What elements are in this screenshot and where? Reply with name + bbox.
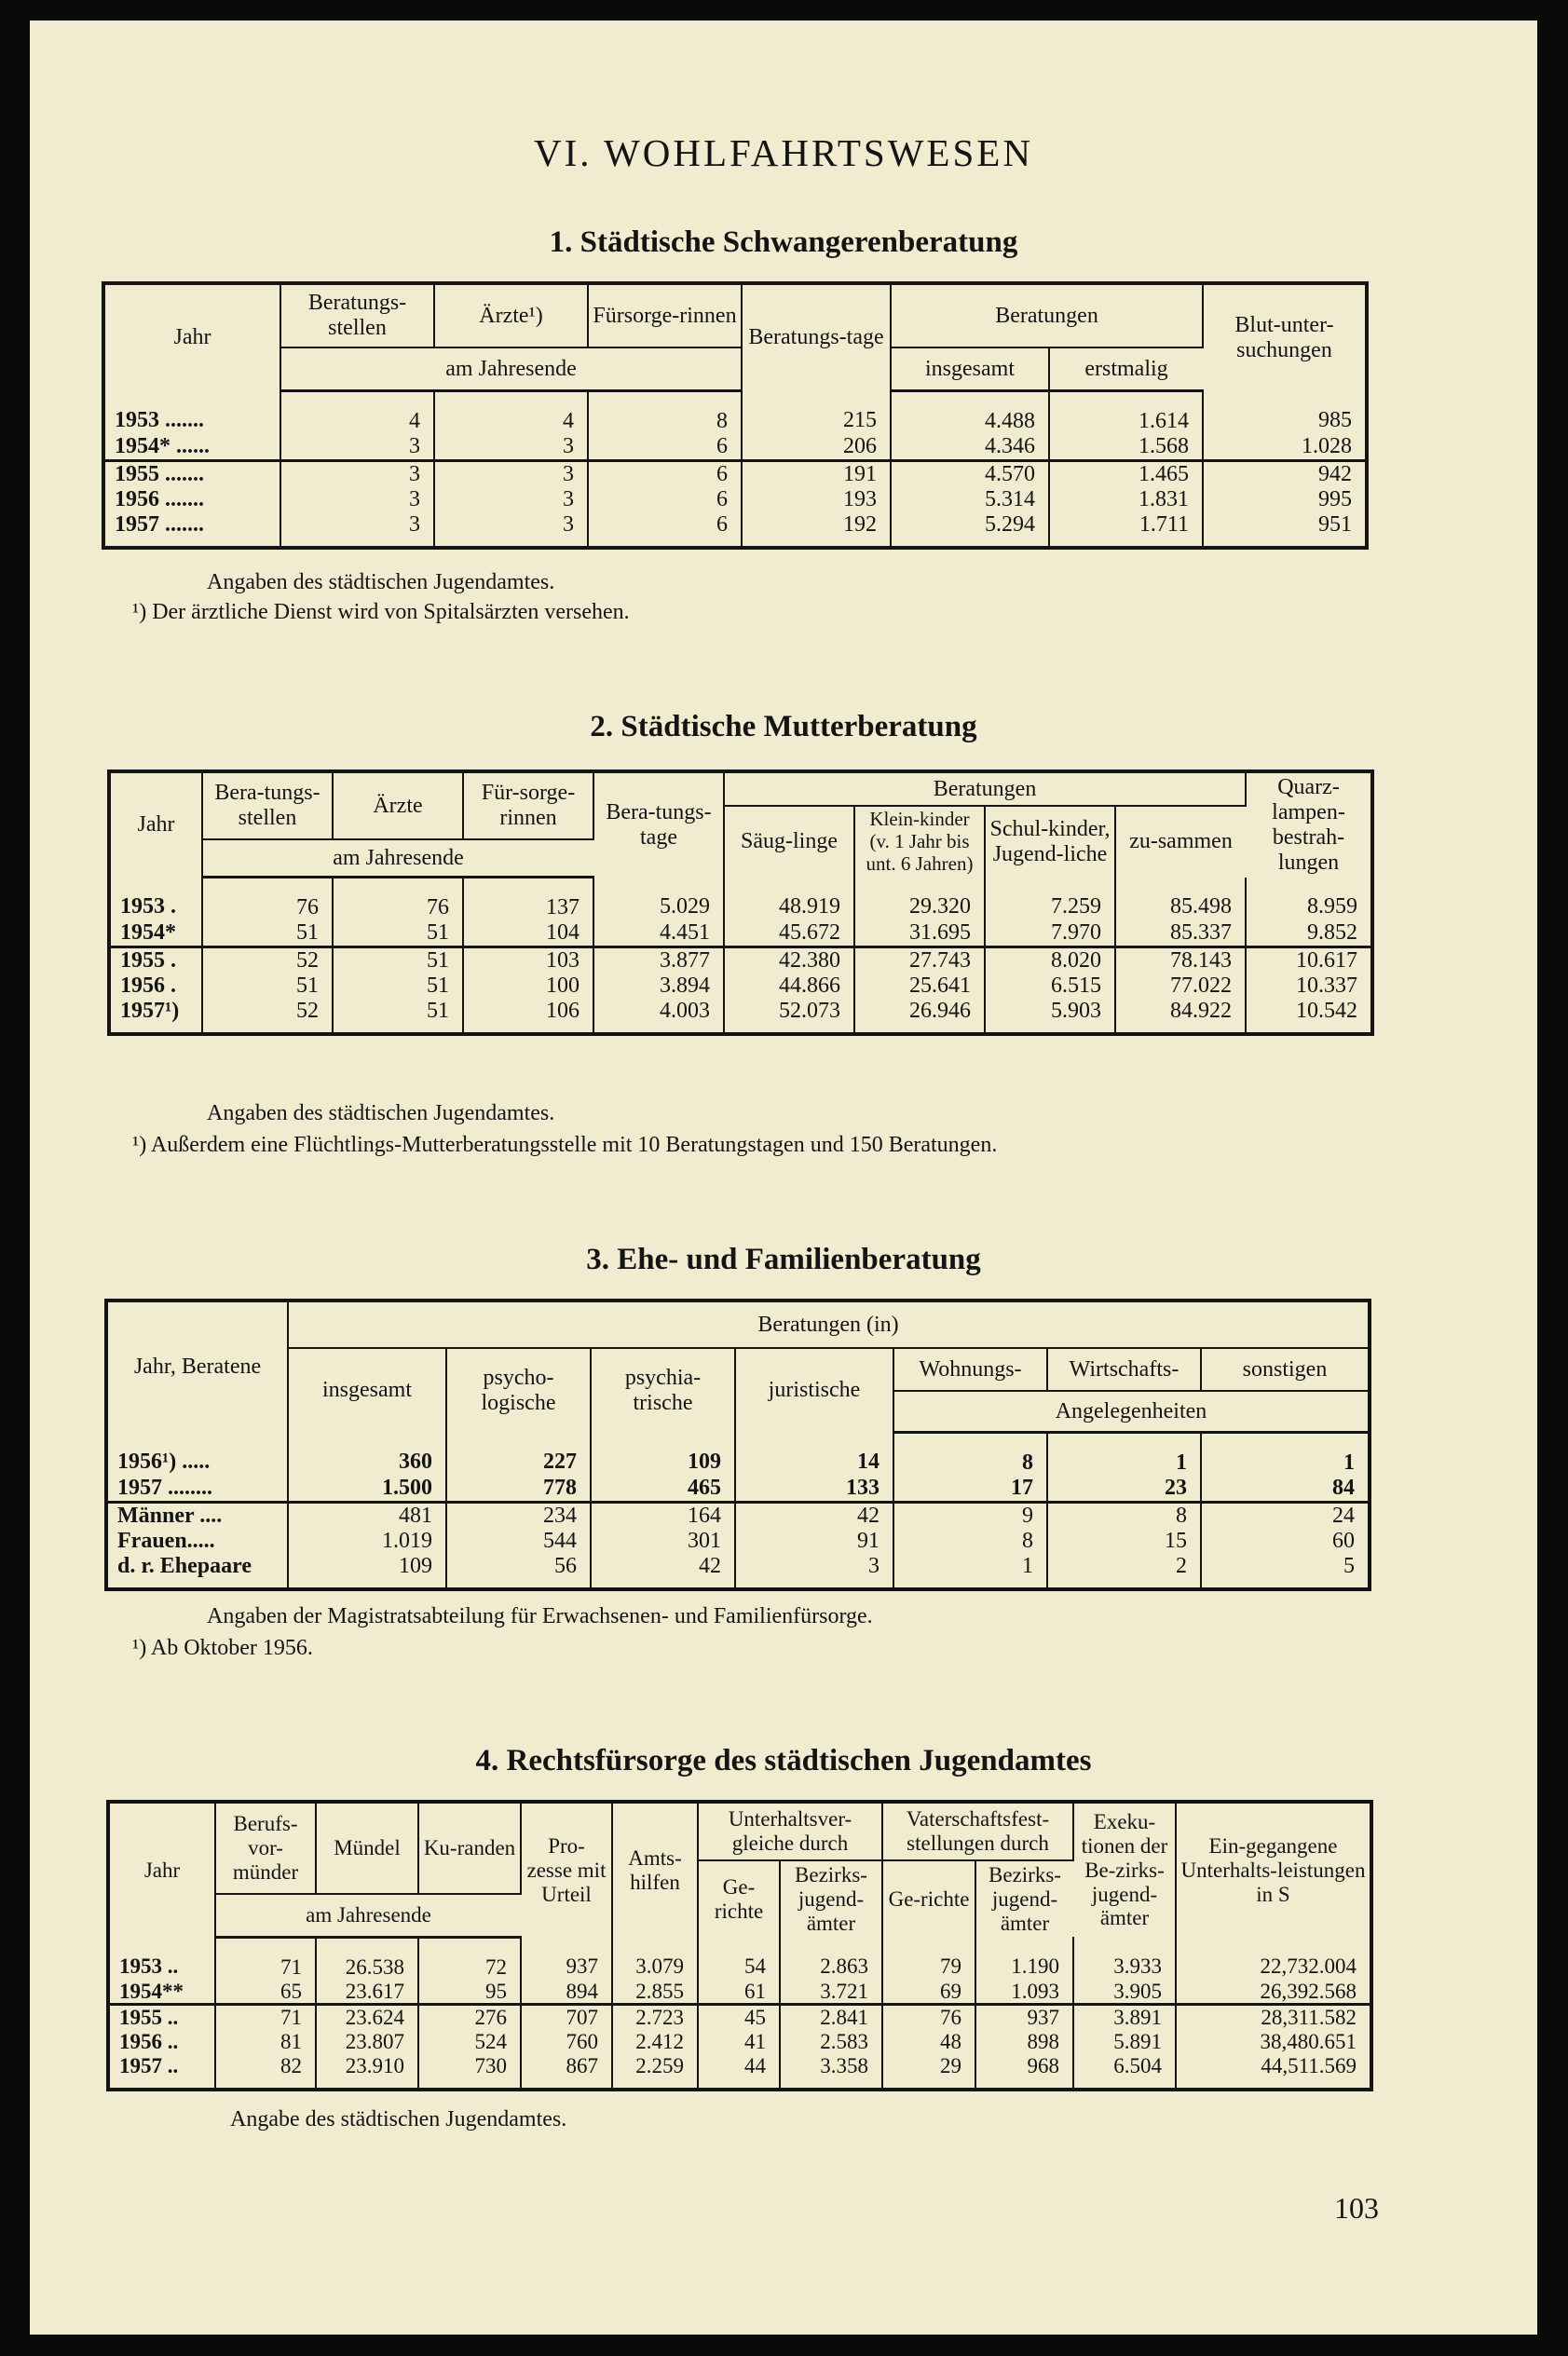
table-cell: 1.019 [288,1529,446,1554]
table-cell: 2.855 [612,1980,698,2005]
t3-header-juristische: juristische [735,1348,893,1433]
table-cell: 45.672 [724,920,854,946]
table-cell: 7.970 [985,920,1115,946]
table-cell: 3 [280,434,434,460]
table-cell: 45 [698,2005,780,2030]
table-cell: 54 [698,1937,780,1979]
table-cell: 867 [521,2054,612,2090]
table-cell: 2.259 [612,2054,698,2090]
table-4-title: 4. Rechtsfürsorge des städtischen Jugendamtes [475,1744,1092,1777]
table-row [103,460,1367,486]
table-cell: 14 [735,1433,893,1476]
main-title: VI. WOHLFAHRTSWESEN [534,131,1033,174]
table-row [108,2005,1371,2030]
table-cell: 544 [446,1529,591,1554]
table-cell: 3 [280,460,434,486]
table-cell: 234 [446,1502,591,1528]
table-cell: 937 [521,1937,612,1979]
table-cell: 995 [1318,486,1352,511]
t1-header-erstmalig: erstmalig [1049,347,1203,391]
table-cell: 3.891 [1073,2005,1176,2030]
table-cell: 3.933 [1073,1937,1176,1979]
table-cell: 1 [1047,1433,1201,1476]
table-cell: 3 [280,487,434,512]
row-label: 1953 ....... [103,391,280,434]
table-cell: 51 [333,974,463,999]
table-4 [106,1800,1373,2091]
table-cell: 85.498 [1115,878,1246,920]
t2-header-kleinkinder: Klein-kinder (v. 1 Jahr bis unt. 6 Jahren) [854,806,985,878]
table-3-footnote: ¹) Ab Oktober 1956. [132,1636,313,1660]
table-cell: 192 [742,512,891,549]
t4-header-exekutionen: Exeku-tionen der Be-zirks-jugend-ämter [1073,1802,1176,1937]
table-cell: 44,511.569 [1261,2053,1357,2077]
table-cell: 28,311.582 [1176,2005,1371,2030]
table-row [103,434,1367,460]
table-cell: 1.568 [1049,434,1203,460]
table-cell: 898 [975,2030,1073,2054]
table-cell: 51 [202,974,333,999]
table-cell: 276 [418,2005,521,2030]
row-label: 1957 .. [108,2054,215,2090]
table-cell: 69 [882,1980,975,2005]
table-cell: 23.910 [316,2054,418,2090]
table-cell: 133 [735,1476,893,1502]
table-cell: 707 [521,2005,612,2030]
table-cell: 42 [591,1554,735,1590]
table-cell: 3.358 [780,2054,882,2090]
table-cell: 1 [1343,1450,1355,1475]
t2-header-stellen: Bera-tungs-stellen [202,771,333,839]
table-cell: 26.946 [854,999,985,1035]
table-row [106,1433,1370,1476]
t4-header-eingegangene: Ein-gegangene Unterhalts-leistungen in S [1180,1834,1366,1906]
table-cell: 1.500 [288,1476,446,1502]
table-cell: 65 [215,1980,316,2005]
t1-header-tage: Beratungs-tage [742,283,891,391]
table-cell: 193 [742,487,891,512]
table-cell: 109 [591,1433,735,1476]
table-cell: 76 [202,878,333,920]
table-cell: 937 [975,2005,1073,2030]
table-cell: 9.852 [1307,919,1357,945]
table-3-title: 3. Ehe- und Familienberatung [586,1243,981,1276]
table-cell: 22,732.004 [1260,1954,1357,1978]
table-cell: 3 [434,434,588,460]
table-cell: 3.079 [612,1937,698,1979]
row-label: 1956 .. [108,2030,215,2054]
table-cell: 1.465 [1049,460,1203,486]
table-cell: 29.320 [854,878,985,920]
table-cell: 4.451 [593,920,724,946]
table-cell: 48.919 [724,878,854,920]
table-cell: 10.617 [1246,946,1372,973]
t1-header-fuersorge: Fürsorge-rinnen [588,283,742,347]
t4-header-jahr: Jahr [108,1802,215,1937]
document-page [30,20,1537,2335]
row-label: Männer .... [106,1502,288,1528]
row-label: 1953 . [109,878,202,920]
table-cell: 985 [1318,408,1352,433]
t2-header-zusammen: zu-sammen [1129,829,1233,854]
table-cell: 5.029 [593,878,724,920]
table-cell: 76 [882,2005,975,2030]
row-label: 1954* [109,920,202,946]
table-cell: 8 [893,1433,1047,1476]
table-cell: 95 [418,1980,521,2005]
table-cell: 6 [588,434,742,460]
table-cell: 1 [893,1554,1047,1590]
table-cell: 6 [588,512,742,549]
table-cell: 10.542 [1296,998,1357,1023]
table-cell: 3 [434,460,588,486]
table-3-source: Angaben der Magistratsabteilung für Erwachsenen- und Familienfürsorge. [207,1604,873,1628]
table-cell: 81 [215,2030,316,2054]
table-cell: 78.143 [1115,946,1246,973]
table-row [109,946,1372,973]
table-cell: 51 [333,920,463,946]
table-cell: 1.028 [1302,433,1352,458]
t1-header-beratungen: Beratungen [891,283,1203,347]
table-cell: 2.841 [780,2005,882,2030]
table-cell: 3 [434,487,588,512]
table-cell: 51 [202,920,333,946]
table-cell: 4.003 [593,999,724,1035]
table-cell: 52 [202,999,333,1035]
table-cell: 6 [588,487,742,512]
table-cell: 84 [1332,1475,1355,1500]
table-cell: 56 [446,1554,591,1590]
table-cell: 3.877 [593,946,724,973]
table-cell: 1.093 [975,1980,1073,2005]
table-cell: 1.190 [975,1937,1073,1979]
table-cell: 109 [288,1554,446,1590]
t2-header-quarz: Quarz-lampen-bestrah-lungen [1272,775,1345,875]
table-row [109,999,1372,1035]
row-label: 1953 .. [108,1937,215,1979]
table-cell: 84.922 [1115,999,1246,1035]
t4-header-muendel: Mündel [316,1802,418,1894]
table-cell: 23.617 [316,1980,418,2005]
table-cell: 4 [280,391,434,434]
table-row [106,1529,1370,1554]
row-label: 1954* ...... [103,434,280,460]
table-cell: 481 [288,1502,446,1528]
table-4-body [108,1937,1371,2089]
table-cell: 100 [463,974,593,999]
t4-header-kuranden: Ku-randen [418,1802,521,1894]
table-cell: 465 [591,1476,735,1502]
table-cell: 17 [893,1476,1047,1502]
table-cell: 4 [434,391,588,434]
table-cell: 4.488 [891,391,1049,434]
table-3 [104,1299,1371,1591]
table-cell: 2.583 [780,2030,882,2054]
table-2-source: Angaben des städtischen Jugendamtes. [207,1101,555,1125]
table-1-footnote: ¹) Der ärztliche Dienst wird von Spitalsärzten versehen. [132,600,630,624]
table-cell: 5 [1343,1553,1355,1578]
table-cell: 951 [1318,511,1352,537]
t2-header-schulkinder: Schul-kinder, Jugend-liche [985,806,1115,878]
table-cell: 360 [288,1433,446,1476]
table-cell: 7.259 [985,878,1115,920]
t3-header-psychia: psychia-trische [591,1348,735,1433]
t3-header-insgesamt: insgesamt [288,1348,446,1433]
t3-header-wohnungs: Wohnungs- [893,1348,1047,1391]
table-cell: 79 [882,1937,975,1979]
table-cell: 71 [215,2005,316,2030]
t1-header-insgesamt: insgesamt [891,347,1049,391]
table-cell: 8.959 [1307,894,1357,919]
table-cell: 23.624 [316,2005,418,2030]
t3-header-wirtschafts: Wirtschafts- [1047,1348,1201,1391]
t4-header-prozesse: Pro-zesse mit Urteil [521,1802,612,1937]
table-cell: 6 [588,460,742,486]
table-cell: 4.346 [891,434,1049,460]
table-cell: 227 [446,1433,591,1476]
table-cell: 942 [1203,460,1367,486]
t4-header-vaterschaft-bezirks: Bezirks-jugend-ämter [989,1863,1061,1935]
table-cell: 3.894 [593,974,724,999]
table-cell: 44.866 [724,974,854,999]
table-cell: 10.337 [1296,973,1357,998]
table-row [106,1476,1370,1502]
table-cell: 2.723 [612,2005,698,2030]
table-cell: 215 [742,391,891,434]
table-1-body [103,391,1367,549]
table-row [103,512,1367,549]
t2-header-beratungen: Beratungen [724,771,1246,806]
table-cell: 4.570 [891,460,1049,486]
table-cell: 8.020 [985,946,1115,973]
table-cell: 524 [418,2030,521,2054]
table-cell: 8 [893,1529,1047,1554]
row-label: 1954** [108,1980,215,2005]
table-cell: 760 [521,2030,612,2054]
table-cell: 76 [333,878,463,920]
t2-header-saeuglinge: Säug-linge [724,806,854,878]
table-3-body [106,1433,1370,1590]
table-row [108,1980,1371,2005]
table-cell: 1.711 [1049,512,1203,549]
table-cell: 3 [280,512,434,549]
table-cell: 5.314 [891,487,1049,512]
table-cell: 2 [1047,1554,1201,1590]
table-cell: 5.891 [1073,2030,1176,2054]
table-row [108,1937,1371,1979]
table-1-source: Angaben des städtischen Jugendamtes. [207,570,555,594]
table-cell: 8 [588,391,742,434]
table-2 [107,769,1374,1036]
table-cell: 52 [202,946,333,973]
t3-header-jahr: Jahr, Beratene [106,1301,288,1433]
table-cell: 91 [735,1529,893,1554]
table-cell: 27.743 [854,946,985,973]
table-cell: 42 [735,1502,893,1528]
table-cell: 6.515 [985,974,1115,999]
table-cell: 26,392.568 [1260,1979,1357,2003]
table-cell: 3.905 [1073,1980,1176,2005]
table-cell: 730 [418,2054,521,2090]
t1-header-aerzte: Ärzte¹) [434,283,588,347]
table-cell: 42.380 [724,946,854,973]
table-cell: 51 [333,946,463,973]
table-cell: 191 [742,460,891,486]
t4-header-berufs: Berufs-vor-münder [215,1802,316,1894]
table-cell: 6.504 [1073,2054,1176,2090]
table-cell: 968 [975,2054,1073,2090]
table-cell: 301 [591,1529,735,1554]
row-label: d. r. Ehepaare [106,1554,288,1590]
t2-header-fuersorge: Für-sorge-rinnen [463,771,593,839]
table-row [108,2030,1371,2054]
table-cell: 3.721 [780,1980,882,2005]
row-label: 1955 . [109,946,202,973]
table-row [109,920,1372,946]
t4-header-unterhalt: Unterhaltsver-gleiche durch [698,1802,882,1860]
table-cell: 72 [418,1937,521,1979]
table-cell: 52.073 [724,999,854,1035]
table-cell: 164 [591,1502,735,1528]
row-label: Frauen..... [106,1529,288,1554]
t3-header-beratungen: Beratungen (in) [288,1301,1370,1348]
row-label: 1955 .. [108,2005,215,2030]
t4-header-unterhalt-gerichte: Ge-richte [698,1860,780,1937]
table-cell: 29 [882,2054,975,2090]
table-cell: 106 [463,999,593,1035]
row-label: 1957 ....... [103,512,280,549]
t3-header-sonstigen: sonstigen [1201,1348,1370,1391]
table-cell: 23.807 [316,2030,418,2054]
t4-header-unterhalt-bezirks: Bezirks-jugend-ämter [780,1860,882,1937]
table-cell: 1.831 [1049,487,1203,512]
table-cell: 23 [1047,1476,1201,1502]
t2-header-jahr: Jahr [109,771,202,878]
table-cell: 3 [434,512,588,549]
table-cell: 31.695 [854,920,985,946]
t2-header-am-jahresende: am Jahresende [202,839,593,878]
t4-header-am-jahresende: am Jahresende [215,1894,521,1938]
table-cell: 82 [215,2054,316,2090]
table-cell: 5.903 [985,999,1115,1035]
table-cell: 8 [1047,1502,1201,1528]
table-2-footnote: ¹) Außerdem eine Flüchtlings-Mutterberatungsstelle mit 10 Beratungstagen und 150 Beratungen. [132,1133,998,1157]
row-label: 1956¹) ..... [106,1433,288,1476]
table-cell: 51 [333,999,463,1035]
row-label: 1957¹) [109,999,202,1035]
table-cell: 60 [1332,1528,1355,1553]
table-row [109,878,1372,920]
table-cell: 2.863 [780,1937,882,1979]
t3-header-psycho: psycho-logische [446,1348,591,1433]
table-cell: 1.614 [1049,391,1203,434]
table-cell: 41 [698,2030,780,2054]
table-cell: 5.294 [891,512,1049,549]
table-row [106,1554,1370,1590]
row-label: 1957 ........ [106,1476,288,1502]
t1-header-jahr: Jahr [103,283,280,391]
t1-header-am-jahresende: am Jahresende [280,347,742,391]
table-cell: 137 [463,878,593,920]
table-row [103,487,1367,512]
table-cell: 25.641 [854,974,985,999]
table-cell: 104 [463,920,593,946]
table-cell: 85.337 [1115,920,1246,946]
table-row [109,974,1372,999]
table-4-source: Angabe des städtischen Jugendamtes. [230,2107,567,2131]
table-cell: 778 [446,1476,591,1502]
table-1-title: 1. Städtische Schwangerenberatung [549,225,1018,259]
table-cell: 206 [742,434,891,460]
table-cell: 894 [521,1980,612,2005]
table-cell: 2.412 [612,2030,698,2054]
table-row [103,391,1367,434]
table-2-title: 2. Städtische Mutterberatung [590,710,977,743]
t1-header-blut: Blut-unter-suchungen [1234,312,1334,362]
table-cell: 24 [1201,1502,1370,1528]
table-cell: 71 [215,1937,316,1979]
row-label: 1956 ....... [103,487,280,512]
table-cell: 38,480.651 [1260,2030,1357,2053]
table-cell: 26.538 [316,1937,418,1979]
table-1 [102,281,1369,550]
table-2-body [109,878,1372,1035]
table-cell: 9 [893,1502,1047,1528]
t4-header-amts: Amts-hilfen [612,1802,698,1937]
table-cell: 15 [1047,1529,1201,1554]
table-cell: 44 [698,2054,780,2090]
t4-header-vaterschaft: Vaterschaftsfest-stellungen durch [882,1802,1073,1860]
table-cell: 77.022 [1115,974,1246,999]
table-cell: 3 [735,1554,893,1590]
t3-header-angelegenheiten: Angelegenheiten [893,1391,1370,1433]
table-cell: 48 [882,2030,975,2054]
t2-header-tage: Bera-tungs-tage [593,771,724,878]
page-number: 103 [1334,2191,1379,2225]
table-row [108,2054,1371,2090]
table-cell: 103 [463,946,593,973]
table-cell: 61 [698,1980,780,2005]
t2-header-aerzte: Ärzte [333,771,463,839]
t4-header-vaterschaft-gerichte: Ge-richte [882,1860,975,1937]
row-label: 1956 . [109,974,202,999]
table-row [106,1502,1370,1528]
t1-header-stellen: Beratungs-stellen [280,283,434,347]
row-label: 1955 ....... [103,460,280,486]
